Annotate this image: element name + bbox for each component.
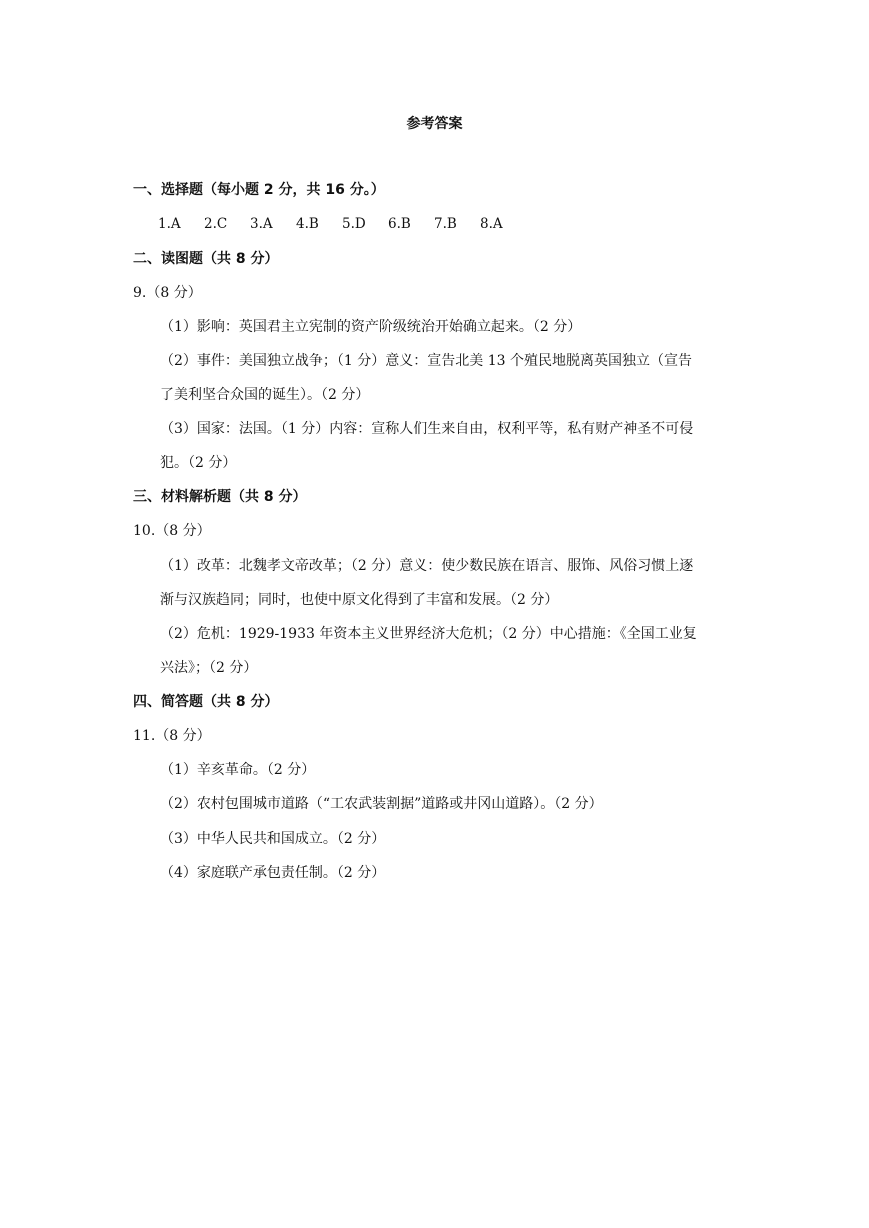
question-label-10: 10.（8 分） bbox=[133, 523, 211, 539]
section-heading-material: 三、材料解析题（共 8 分） bbox=[133, 489, 307, 505]
answer-11-3: （3）中华人民共和国成立。（2 分） bbox=[160, 831, 386, 847]
choice-answer: 2.C bbox=[204, 216, 228, 232]
choice-answers bbox=[158, 214, 526, 234]
answer-10-2-line2: 兴法》；（2 分） bbox=[160, 660, 258, 676]
answer-10-1-line1: （1）改革：北魏孝文帝改革；（2 分）意义：使少数民族在语言、服饰、风俗习惯上逐 bbox=[160, 558, 694, 574]
answer-9-2-line2: 了美利坚合众国的诞生）。（2 分） bbox=[160, 387, 370, 403]
section-heading-map: 二、读图题（共 8 分） bbox=[133, 251, 279, 267]
answer-10-1-line2: 渐与汉族趋同；同时，也使中原文化得到了丰富和发展。（2 分） bbox=[160, 592, 559, 608]
answer-9-3-line2: 犯。（2 分） bbox=[160, 455, 237, 471]
answer-9-1: （1）影响：英国君主立宪制的资产阶级统治开始确立起来。（2 分） bbox=[160, 319, 582, 335]
question-label-9: 9.（8 分） bbox=[133, 285, 202, 301]
choice-answer: 7.B bbox=[434, 216, 457, 232]
answer-11-4: （4）家庭联产承包责任制。（2 分） bbox=[160, 865, 386, 881]
page-title: 参考答案 bbox=[406, 116, 463, 132]
choice-answer: 1.A bbox=[158, 216, 181, 232]
choice-answer: 4.B bbox=[296, 216, 319, 232]
answer-9-2-line1: （2）事件：美国独立战争；（1 分）意义：宣告北美 13 个殖民地脱离英国独立（宣告 bbox=[160, 353, 692, 369]
choice-answer: 3.A bbox=[250, 216, 273, 232]
section-heading-short-answer: 四、简答题（共 8 分） bbox=[133, 694, 279, 710]
choice-answer: 6.B bbox=[388, 216, 411, 232]
choice-answer: 8.A bbox=[480, 216, 503, 232]
answer-9-3-line1: （3）国家：法国。（1 分）内容：宣称人们生来自由，权利平等，私有财产神圣不可侵 bbox=[160, 421, 694, 437]
section-heading-choice: 一、选择题（每小题 2 分，共 16 分。） bbox=[133, 182, 385, 198]
choice-answer: 5.D bbox=[342, 216, 366, 232]
answer-10-2-line1: （2）危机：1929-1933 年资本主义世界经济大危机；（2 分）中心措施：《全国工业复 bbox=[160, 626, 697, 642]
question-label-11: 11.（8 分） bbox=[133, 728, 211, 744]
answer-11-1: （1）辛亥革命。（2 分） bbox=[160, 762, 316, 778]
answer-11-2: （2）农村包围城市道路（“工农武装割据”道路或井冈山道路）。（2 分） bbox=[160, 796, 603, 812]
